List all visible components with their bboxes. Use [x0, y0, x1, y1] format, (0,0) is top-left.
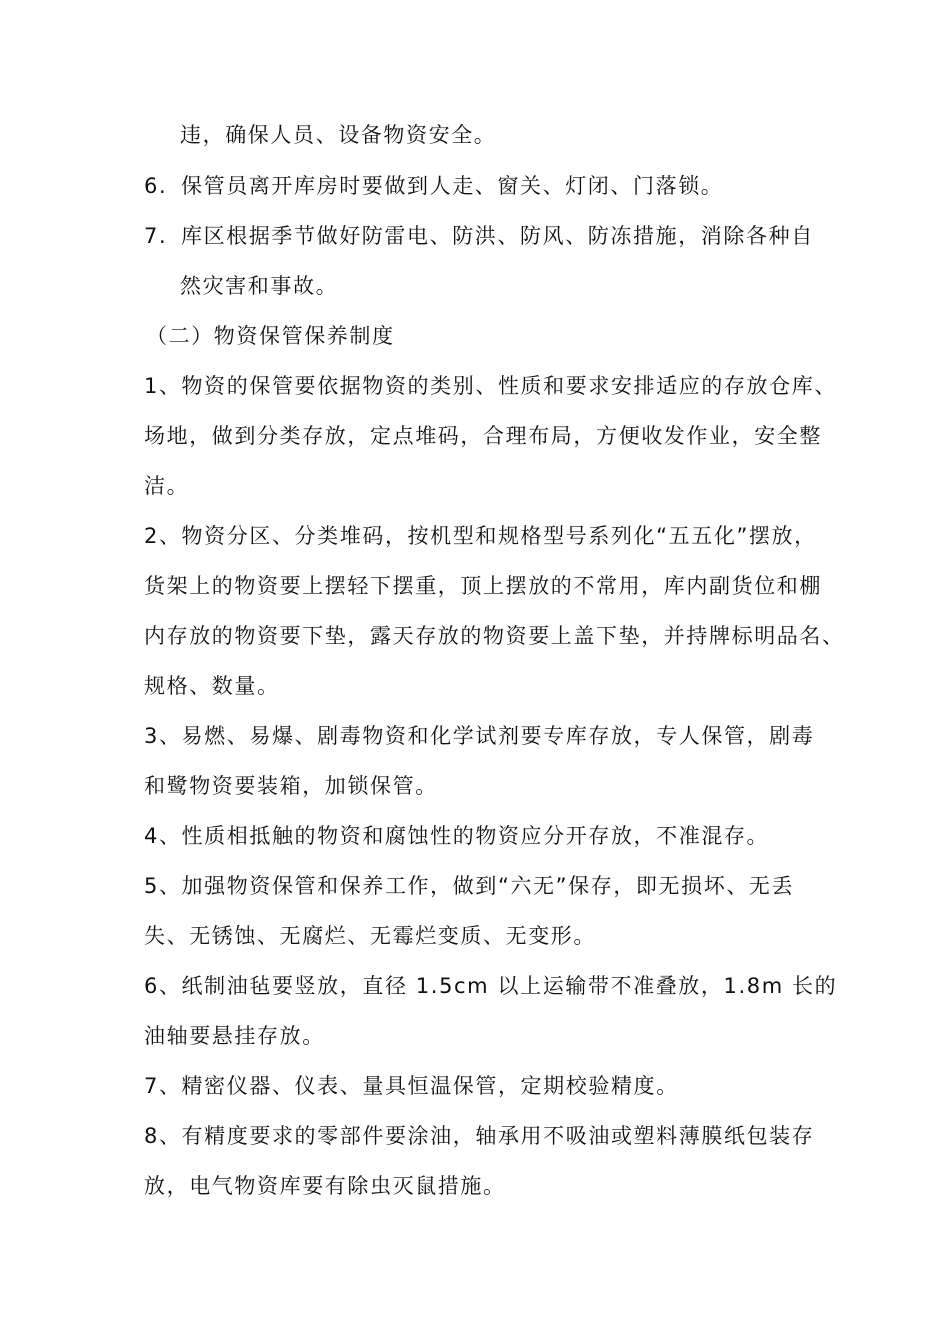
paragraph-8-line-2: 放，电气物资库要有除虫灭鼠措施。: [144, 1174, 506, 1198]
paragraph-6-line-1: 6、纸制油毡要竖放，直径 1.5cm 以上运输带不准叠放，1.8m 长的: [144, 974, 838, 998]
paragraph-5-line-1: 5、加强物资保管和保养工作，做到“六无”保存，即无损坏、无丢: [144, 874, 795, 898]
paragraph-8-line-1: 8、有精度要求的零部件要涂油，轴承用不吸油或塑料薄膜纸包装存: [144, 1124, 815, 1148]
paragraph-1-line-3: 洁。: [144, 474, 190, 498]
paragraph-3-line-1: 3、易燃、易爆、剧毒物资和化学试剂要专库存放，专人保管，剧毒: [144, 724, 815, 748]
paragraph-2-line-2: 货架上的物资要上摆轻下摆重，顶上摆放的不常用，库内副货位和棚: [144, 574, 822, 598]
list-item-7: 7. 库区根据季节做好防雷电、防洪、防风、防冻措施，消除各种自: [144, 221, 814, 251]
section-heading: （二）物资保管保养制度: [146, 324, 395, 348]
list-item-number: 7.: [144, 224, 168, 248]
list-item-continuation: 违，确保人员、设备物资安全。: [180, 123, 497, 147]
paragraph-4-line-1: 4、性质相抵触的物资和腐蚀性的物资应分开存放，不准混存。: [144, 824, 770, 848]
paragraph-2-line-3: 内存放的物资要下垫，露天存放的物资要上盖下垫，并持牌标明品名、: [144, 624, 845, 648]
paragraph-6-line-2: 油轴要悬挂存放。: [144, 1024, 325, 1048]
paragraph-3-line-2: 和鹭物资要装箱，加锁保管。: [144, 774, 438, 798]
paragraph-1-line-1: 1、物资的保管要依据物资的类别、性质和要求安排适应的存放仓库、: [144, 374, 837, 398]
list-item-7-continuation: 然灾害和事故。: [180, 274, 339, 298]
paragraph-2-line-1: 2、物资分区、分类堆码，按机型和规格型号系列化“五五化”摆放，: [144, 524, 817, 548]
paragraph-2-line-4: 规格、数量。: [144, 674, 280, 698]
paragraph-5-line-2: 失、无锈蚀、无腐烂、无霉烂变质、无变形。: [144, 924, 596, 948]
paragraph-7-line-1: 7、精密仪器、仪表、量具恒温保管，定期校验精度。: [144, 1074, 679, 1098]
list-item-6: 6. 保管员离开库房时要做到人走、窗关、灯闭、门落锁。: [144, 171, 723, 201]
list-item-number: 6.: [144, 174, 168, 198]
paragraph-1-line-2: 场地，做到分类存放，定点堆码，合理布局，方便收发作业，安全整: [144, 424, 822, 448]
